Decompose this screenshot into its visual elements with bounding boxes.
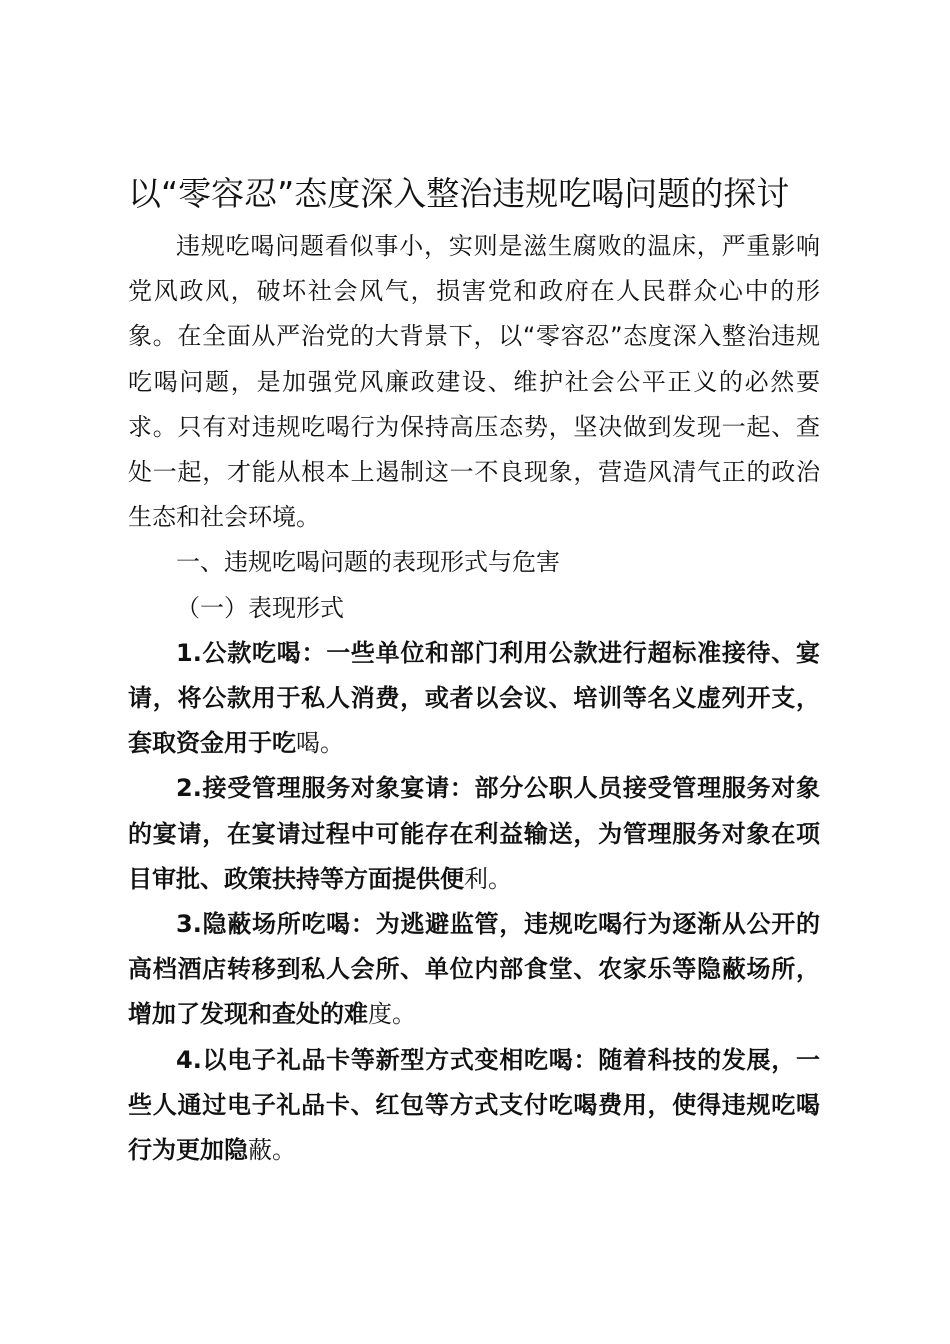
list-item-lead: 4.以电子礼品卡等新型方式变相吃喝：: [176, 1045, 599, 1074]
document-title: 以“零容忍”态度深入整治违规吃喝问题的探讨: [128, 174, 790, 213]
section-heading: 一、违规吃喝问题的表现形式与危害: [176, 548, 560, 577]
list-item: [128, 1038, 820, 1174]
document-page: [128, 168, 820, 1173]
list-item-body: 随着科技的发展，一些人通过电子礼品卡、红包等方式支付吃喝费用，使得违规吃喝行为更加隐: [128, 1045, 821, 1165]
intro-paragraph: 违规吃喝问题看似事小，实则是滋生腐败的温床，严重影响党风政风，破坏社会风气，损害党和政府在人民群众心中的形象。在全面从严治党的大背景下，以“零容忍”态度深入整治违规吃喝问题，是加强党风廉政建设、维护社会公平正义的必然要求。只有对违规吃喝行为保持高压态势，坚决做到发现一起、查处一起，才能从根本上遏制这一不良现象，营造风清气正的政治生态和社会环境。: [128, 232, 820, 532]
list-item-lead: 1.公款吃喝：: [176, 638, 327, 667]
list-item-tail: 度。: [368, 1000, 416, 1029]
list-item: [128, 631, 820, 767]
list-item: [128, 766, 820, 902]
list-item-tail: 喝。: [296, 729, 344, 758]
list-item-lead: 3.隐蔽场所吃喝：: [176, 910, 376, 939]
list-item-lead: 2.接受管理服务对象宴请：: [176, 774, 475, 803]
list-item-body: 部分公职人员接受管理服务对象的宴请，在宴请过程中可能存在利益输送，为管理服务对象在项目审批、政策扶持等方面提供便: [128, 774, 820, 893]
subsection-heading: （一）表现形式: [176, 593, 344, 622]
list-item-tail: 利。: [464, 864, 512, 893]
list-item: [128, 902, 820, 1038]
list-item-body: 为逃避监管，违规吃喝行为逐渐从公开的高档酒店转移到私人会所、单位内部食堂、农家乐等隐蔽场所，增加了发现和查处的难: [128, 910, 820, 1029]
list-item-body: 一些单位和部门利用公款进行超标准接待、宴请，将公款用于私人消费，或者以会议、培训等名义虚列开支，套取资金用于吃: [128, 638, 820, 758]
list-item-tail: 蔽。: [248, 1136, 296, 1165]
